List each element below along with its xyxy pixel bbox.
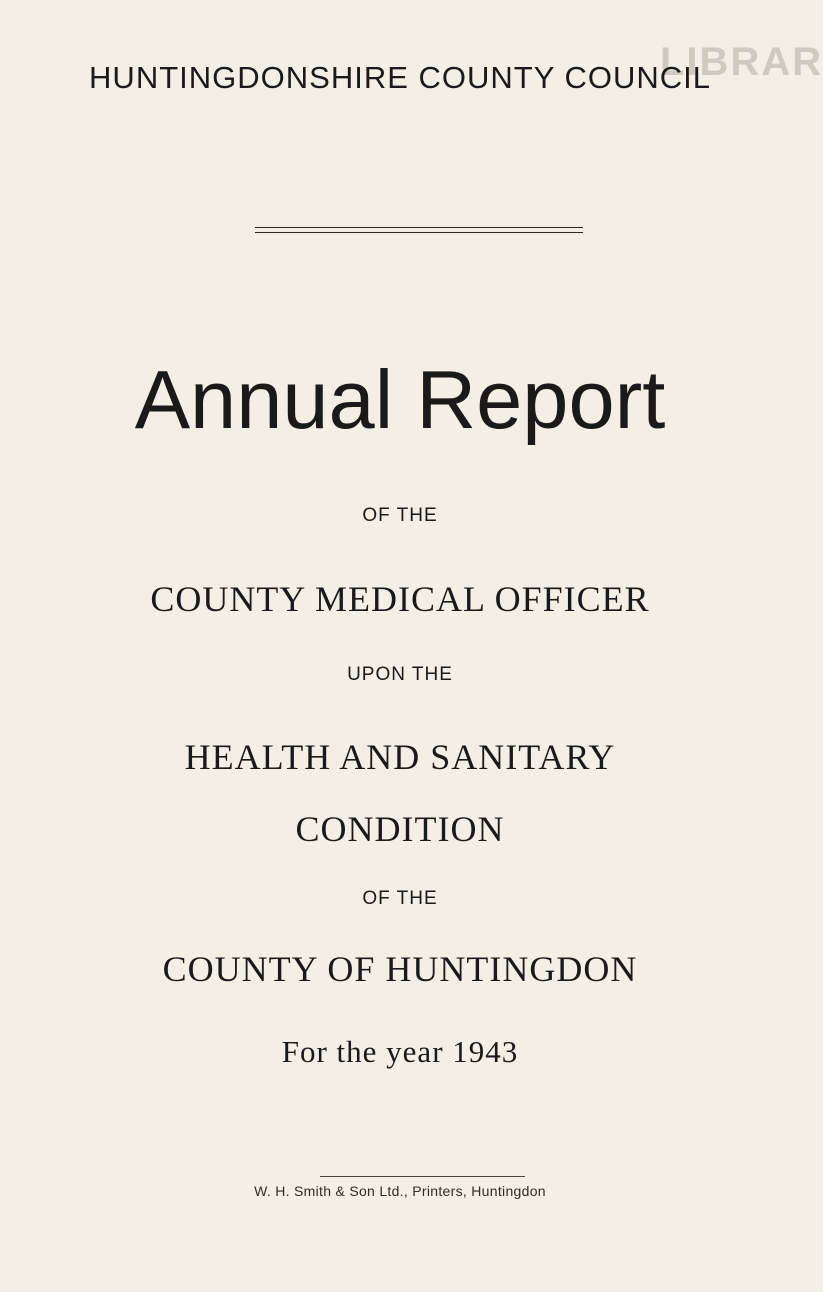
- county-heading: COUNTY OF HUNTINGDON: [162, 949, 638, 989]
- subtitle-of-the: OF THE: [362, 505, 438, 526]
- subtitle-of-the-county: OF THE: [362, 888, 438, 909]
- health-heading: HEALTH AND SANITARY: [184, 737, 616, 777]
- subtitle-upon-the: UPON THE: [347, 664, 453, 685]
- library-stamp: LIBRAR: [660, 40, 823, 84]
- report-year: For the year 1943: [281, 1034, 519, 1069]
- condition-heading: CONDITION: [295, 809, 505, 849]
- double-rule-divider: [255, 227, 583, 233]
- council-heading: HUNTINGDONSHIRE COUNTY COUNCIL: [89, 60, 711, 95]
- printer-rule-divider: [320, 1176, 525, 1177]
- officer-heading: COUNTY MEDICAL OFFICER: [150, 579, 650, 619]
- report-title: Annual Report: [134, 353, 666, 446]
- printer-imprint: W. H. Smith & Son Ltd., Printers, Huntingdon: [254, 1183, 546, 1199]
